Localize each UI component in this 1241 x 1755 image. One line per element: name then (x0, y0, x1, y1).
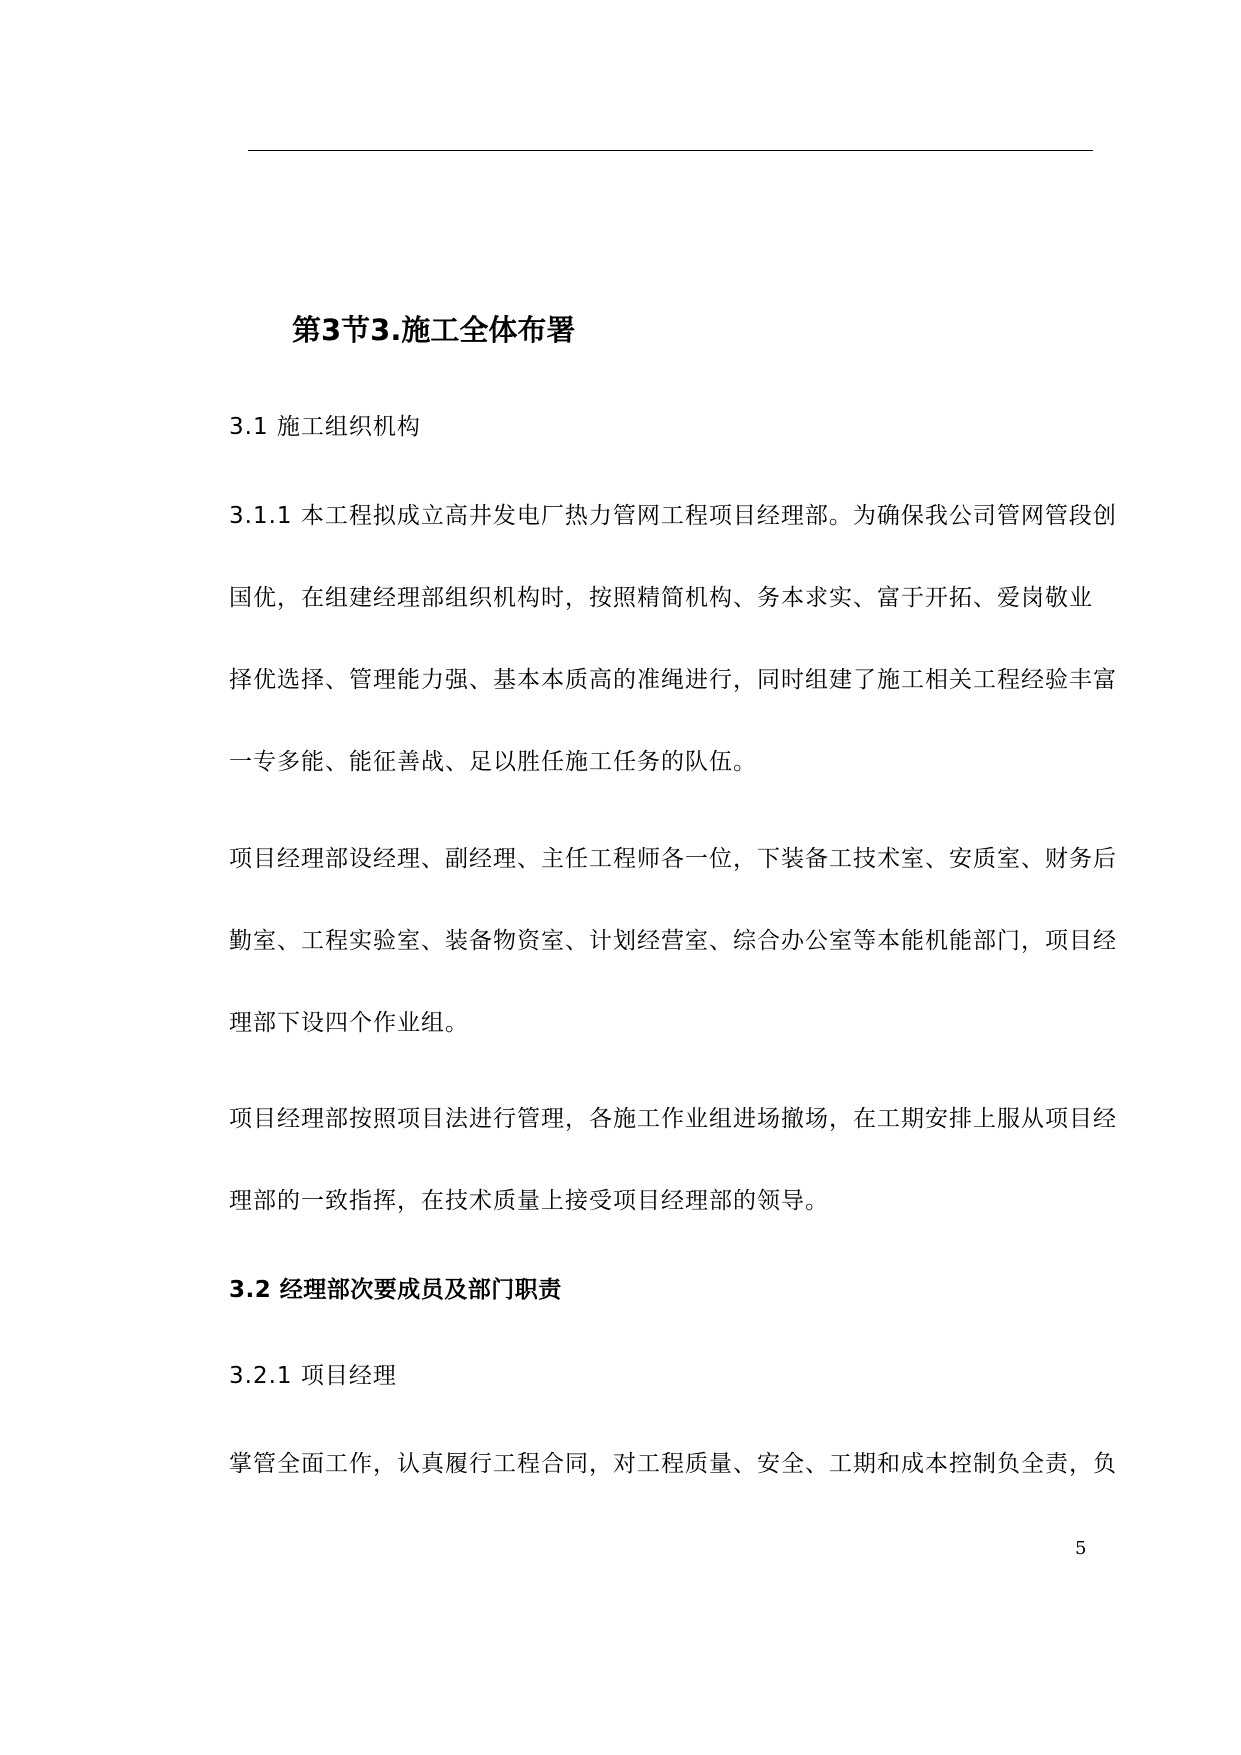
paragraph-line: 择优选择、管理能力强、基本本质高的准绳进行，同时组建了施工相关工程经验丰富 (229, 667, 1117, 693)
paragraph-line: 国优，在组建经理部组织机构时，按照精简机构、务本求实、富于开拓、爱岗敬业 (229, 585, 1093, 611)
paragraph-line: 一专多能、能征善战、足以胜任施工任务的队伍。 (229, 749, 757, 775)
paragraph-line: 项目经理部按照项目法进行管理，各施工作业组进场撤场，在工期安排上服从项目经 (229, 1106, 1117, 1132)
paragraph-line: 掌管全面工作，认真履行工程合同，对工程质量、安全、工期和成本控制负全责，负 (229, 1451, 1117, 1477)
header-rule (248, 150, 1093, 151)
paragraph-line: 3.1.1 本工程拟成立高井发电厂热力管网工程项目经理部。为确保我公司管网管段创 (229, 503, 1117, 529)
heading-3-1: 3.1 施工组织机构 (229, 414, 421, 440)
paragraph-line: 项目经理部设经理、副经理、主任工程师各一位，下装备工技术室、安质室、财务后 (229, 846, 1117, 872)
paragraph-line: 勤室、工程实验室、装备物资室、计划经营室、综合办公室等本能机能部门，项目经 (229, 928, 1117, 954)
heading-3-2: 3.2 经理部次要成员及部门职责 (229, 1277, 562, 1303)
paragraph-line: 理部下设四个作业组。 (229, 1010, 469, 1036)
paragraph-line: 理部的一致指挥，在技术质量上接受项目经理部的领导。 (229, 1188, 829, 1214)
heading-3-2-1: 3.2.1 项目经理 (229, 1363, 397, 1389)
page-number: 5 (1075, 1538, 1087, 1559)
section-title: 第3节3.施工全体布署 (292, 313, 576, 347)
